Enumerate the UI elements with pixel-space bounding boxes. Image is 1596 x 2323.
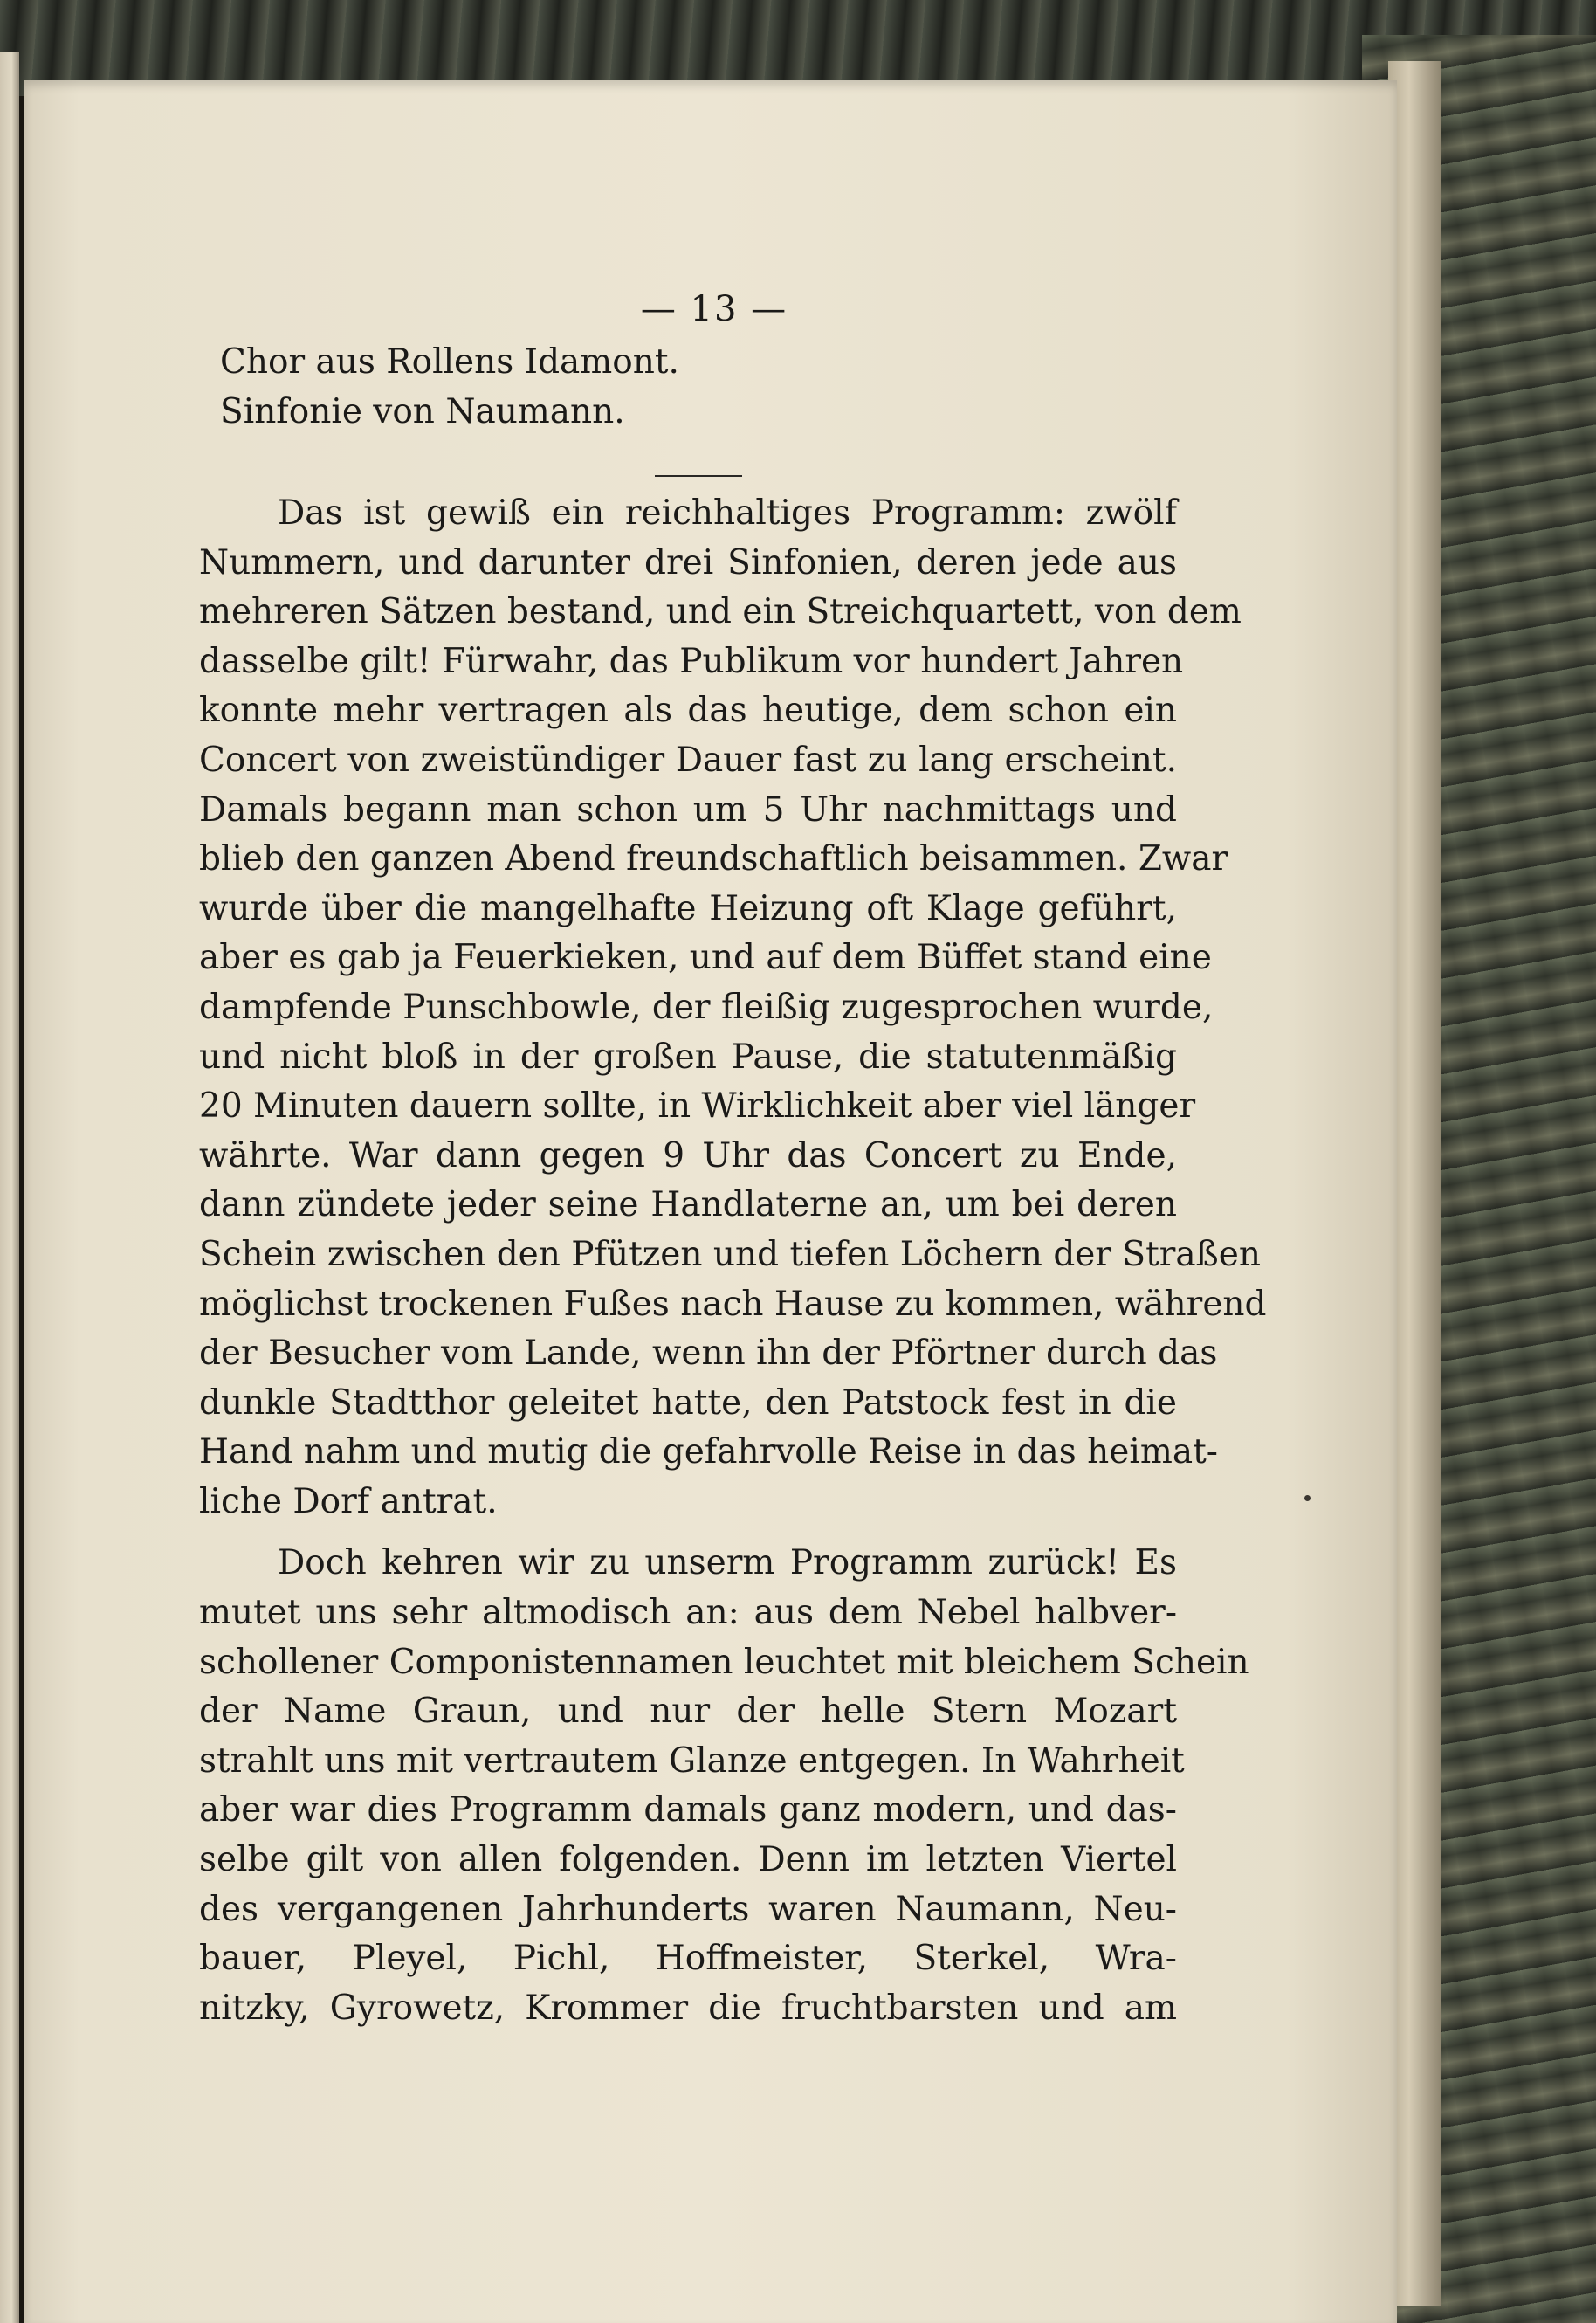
- text-line: Das ist gewiß ein reichhaltiges Programm: zwölf: [278, 493, 1177, 533]
- page-number: — 13 —: [640, 289, 788, 329]
- text-line: schollener Componistennamen leuchtet mit bleichem Schein: [199, 1642, 1249, 1682]
- text-line: Nummern, und darunter drei Sinfonien, deren jede aus: [199, 542, 1177, 582]
- text-block: [199, 281, 1267, 2033]
- text-line: Doch kehren wir zu unserm Programm zurück! Es: [278, 1543, 1177, 1583]
- text-line: Damals begann man schon um 5 Uhr nachmittags und: [199, 789, 1177, 830]
- book-page: [24, 80, 1397, 2323]
- text-line: wurde über die mangelhafte Heizung oft Klage geführt,: [199, 888, 1177, 928]
- text-line: währte. War dann gegen 9 Uhr das Concert zu Ende,: [199, 1135, 1177, 1175]
- text-line: bauer, Pleyel, Pichl, Hoffmeister, Sterkel, Wra-: [199, 1939, 1177, 1979]
- paragraph: [199, 489, 1267, 1527]
- text-line: möglichst trockenen Fußes nach Hause zu kommen, während: [199, 1284, 1267, 1324]
- paragraph: [199, 1539, 1249, 2033]
- section-divider: [655, 475, 742, 477]
- text-line: dann zündete jeder seine Handlaterne an, um bei deren: [199, 1185, 1177, 1225]
- text-line: dampfende Punschbowle, der fleißig zugesprochen wurde,: [199, 987, 1214, 1027]
- text-line: 20 Minuten dauern sollte, in Wirklichkeit aber viel länger: [199, 1086, 1196, 1127]
- text-line: strahlt uns mit vertrautem Glanze entgegen. In Wahrheit: [199, 1741, 1185, 1781]
- text-line: aber war dies Programm damals ganz modern, und das-: [199, 1790, 1177, 1830]
- text-line: mehreren Sätzen bestand, und ein Streichquartett, von dem: [199, 592, 1242, 632]
- text-line: nitzky, Gyrowetz, Krommer die fruchtbarsten und am: [199, 1988, 1177, 2028]
- text-line: mutet uns sehr altmodisch an: aus dem Nebel halbver-: [199, 1593, 1177, 1633]
- text-line: der Besucher vom Lande, wenn ihn der Pförtner durch das: [199, 1334, 1218, 1374]
- text-line: liche Dorf antrat.: [199, 1481, 498, 1521]
- body-text: [199, 489, 1267, 2033]
- margin-mark: [1304, 1495, 1311, 1501]
- text-line: der Name Graun, und nur der helle Stern Mozart: [199, 1692, 1177, 1732]
- text-line: und nicht bloß in der großen Pause, die statutenmäßig: [199, 1037, 1177, 1077]
- text-line: aber es gab ja Feuerkieken, und auf dem Büffet stand eine: [199, 938, 1212, 978]
- text-line: blieb den ganzen Abend freundschaftlich beisammen. Zwar: [199, 839, 1228, 879]
- text-line: konnte mehr vertragen als das heutige, dem schon ein: [199, 691, 1177, 731]
- text-line: Concert von zweistündiger Dauer fast zu lang erscheint.: [199, 740, 1177, 780]
- text-line: selbe gilt von allen folgenden. Denn im letzten Viertel: [199, 1840, 1177, 1880]
- text-line: dunkle Stadtthor geleitet hatte, den Patstock fest in die: [199, 1382, 1177, 1423]
- intro-line: Chor aus Rollens Idamont.: [220, 342, 679, 382]
- text-line: Hand nahm und mutig die gefahrvolle Reise in das heimat-: [199, 1432, 1218, 1472]
- text-line: Schein zwischen den Pfützen und tiefen Löchern der Straßen: [199, 1234, 1261, 1274]
- text-line: des vergangenen Jahrhunderts waren Naumann, Neu-: [199, 1889, 1177, 1929]
- intro-line: Sinfonie von Naumann.: [220, 392, 625, 431]
- text-line: dasselbe gilt! Fürwahr, das Publikum vor hundert Jahren: [199, 641, 1184, 681]
- facing-page-edge: [0, 52, 19, 2323]
